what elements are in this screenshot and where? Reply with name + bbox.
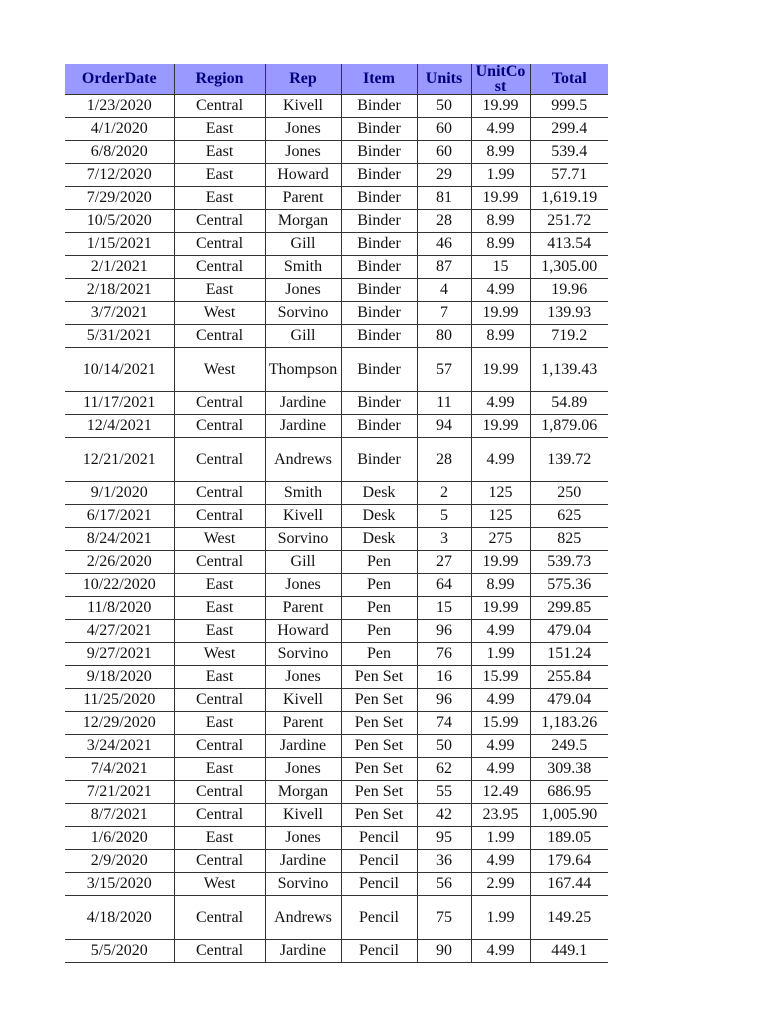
- table-row: [65, 896, 608, 940]
- cell-rep[interactable]: Jones: [265, 758, 341, 781]
- cell-rep[interactable]: Jones: [265, 118, 341, 141]
- cell-orderdate[interactable]: 2/18/2021: [65, 279, 174, 302]
- cell-total[interactable]: 413.54: [530, 233, 608, 256]
- column-header-unitcost[interactable]: UnitCost: [471, 64, 530, 95]
- cell-region[interactable]: East: [174, 574, 265, 597]
- cell-units[interactable]: 5: [417, 505, 471, 528]
- cell-unitcost[interactable]: 19.99: [471, 551, 530, 574]
- cell-unitcost[interactable]: 15: [471, 256, 530, 279]
- cell-item[interactable]: Desk: [341, 528, 417, 551]
- cell-units[interactable]: 75: [417, 896, 471, 940]
- cell-item[interactable]: Pen: [341, 620, 417, 643]
- cell-region[interactable]: Central: [174, 505, 265, 528]
- cell-region[interactable]: Central: [174, 689, 265, 712]
- cell-unitcost[interactable]: 4.99: [471, 279, 530, 302]
- cell-item[interactable]: Pen: [341, 574, 417, 597]
- cell-region[interactable]: West: [174, 528, 265, 551]
- cell-region[interactable]: Central: [174, 438, 265, 482]
- cell-units[interactable]: 15: [417, 597, 471, 620]
- cell-orderdate[interactable]: 11/25/2020: [65, 689, 174, 712]
- cell-rep[interactable]: Morgan: [265, 781, 341, 804]
- cell-unitcost[interactable]: 4.99: [471, 940, 530, 963]
- cell-item[interactable]: Pencil: [341, 827, 417, 850]
- cell-total[interactable]: 250: [530, 482, 608, 505]
- cell-units[interactable]: 7: [417, 302, 471, 325]
- table-row: [65, 735, 608, 758]
- cell-total[interactable]: 1,183.26: [530, 712, 608, 735]
- cell-orderdate[interactable]: 1/15/2021: [65, 233, 174, 256]
- cell-units[interactable]: 95: [417, 827, 471, 850]
- cell-item[interactable]: Pen Set: [341, 666, 417, 689]
- cell-orderdate[interactable]: 7/12/2020: [65, 164, 174, 187]
- cell-orderdate[interactable]: 2/1/2021: [65, 256, 174, 279]
- cell-total[interactable]: 249.5: [530, 735, 608, 758]
- cell-region[interactable]: Central: [174, 735, 265, 758]
- cell-orderdate[interactable]: 7/4/2021: [65, 758, 174, 781]
- cell-unitcost[interactable]: 1.99: [471, 164, 530, 187]
- cell-rep[interactable]: Andrews: [265, 896, 341, 940]
- cell-units[interactable]: 96: [417, 620, 471, 643]
- cell-units[interactable]: 11: [417, 392, 471, 415]
- cell-unitcost[interactable]: 125: [471, 482, 530, 505]
- cell-orderdate[interactable]: 4/1/2020: [65, 118, 174, 141]
- cell-orderdate[interactable]: 9/18/2020: [65, 666, 174, 689]
- cell-region[interactable]: Central: [174, 325, 265, 348]
- cell-units[interactable]: 55: [417, 781, 471, 804]
- cell-units[interactable]: 36: [417, 850, 471, 873]
- cell-item[interactable]: Pencil: [341, 896, 417, 940]
- cell-rep[interactable]: Sorvino: [265, 873, 341, 896]
- cell-item[interactable]: Binder: [341, 348, 417, 392]
- cell-region[interactable]: East: [174, 712, 265, 735]
- table-row: [65, 827, 608, 850]
- cell-item[interactable]: Binder: [341, 187, 417, 210]
- cell-region[interactable]: Central: [174, 781, 265, 804]
- cell-unitcost[interactable]: 8.99: [471, 325, 530, 348]
- cell-units[interactable]: 46: [417, 233, 471, 256]
- cell-orderdate[interactable]: 11/17/2021: [65, 392, 174, 415]
- table-row: [65, 279, 608, 302]
- cell-orderdate[interactable]: 10/22/2020: [65, 574, 174, 597]
- cell-units[interactable]: 74: [417, 712, 471, 735]
- cell-item[interactable]: Binder: [341, 438, 417, 482]
- cell-units[interactable]: 29: [417, 164, 471, 187]
- cell-item[interactable]: Pen Set: [341, 712, 417, 735]
- cell-item[interactable]: Pen: [341, 597, 417, 620]
- cell-units[interactable]: 27: [417, 551, 471, 574]
- cell-orderdate[interactable]: 12/21/2021: [65, 438, 174, 482]
- cell-units[interactable]: 28: [417, 438, 471, 482]
- cell-orderdate[interactable]: 7/29/2020: [65, 187, 174, 210]
- cell-orderdate[interactable]: 4/18/2020: [65, 896, 174, 940]
- cell-region[interactable]: Central: [174, 482, 265, 505]
- table-row: [65, 438, 608, 482]
- cell-item[interactable]: Binder: [341, 141, 417, 164]
- cell-unitcost[interactable]: 8.99: [471, 574, 530, 597]
- cell-rep[interactable]: Kivell: [265, 95, 341, 118]
- cell-orderdate[interactable]: 7/21/2021: [65, 781, 174, 804]
- table-row: [65, 574, 608, 597]
- cell-region[interactable]: Central: [174, 392, 265, 415]
- cell-total[interactable]: 255.84: [530, 666, 608, 689]
- cell-rep[interactable]: Jardine: [265, 392, 341, 415]
- cell-region[interactable]: Central: [174, 551, 265, 574]
- cell-region[interactable]: Central: [174, 940, 265, 963]
- cell-item[interactable]: Pen Set: [341, 689, 417, 712]
- cell-units[interactable]: 80: [417, 325, 471, 348]
- cell-rep[interactable]: Jones: [265, 574, 341, 597]
- cell-region[interactable]: East: [174, 164, 265, 187]
- column-header-item[interactable]: Item: [341, 64, 417, 95]
- cell-item[interactable]: Binder: [341, 118, 417, 141]
- cell-unitcost[interactable]: 1.99: [471, 643, 530, 666]
- cell-total[interactable]: 479.04: [530, 689, 608, 712]
- cell-region[interactable]: Central: [174, 95, 265, 118]
- column-header-orderdate[interactable]: OrderDate: [65, 64, 174, 95]
- table-row: [65, 505, 608, 528]
- cell-orderdate[interactable]: 6/17/2021: [65, 505, 174, 528]
- cell-region[interactable]: Central: [174, 210, 265, 233]
- cell-units[interactable]: 3: [417, 528, 471, 551]
- cell-rep[interactable]: Jones: [265, 827, 341, 850]
- table-row: [65, 712, 608, 735]
- cell-units[interactable]: 50: [417, 95, 471, 118]
- table-row: [65, 118, 608, 141]
- cell-rep[interactable]: Jones: [265, 666, 341, 689]
- cell-total[interactable]: 309.38: [530, 758, 608, 781]
- cell-total[interactable]: 167.44: [530, 873, 608, 896]
- table-row: [65, 141, 608, 164]
- cell-region[interactable]: Central: [174, 804, 265, 827]
- cell-unitcost[interactable]: 19.99: [471, 415, 530, 438]
- cell-unitcost[interactable]: 1.99: [471, 896, 530, 940]
- cell-region[interactable]: East: [174, 141, 265, 164]
- table-row: [65, 164, 608, 187]
- cell-total[interactable]: 251.72: [530, 210, 608, 233]
- cell-unitcost[interactable]: 275: [471, 528, 530, 551]
- table-row: [65, 666, 608, 689]
- column-header-rep[interactable]: Rep: [265, 64, 341, 95]
- cell-unitcost[interactable]: 4.99: [471, 758, 530, 781]
- cell-region[interactable]: East: [174, 620, 265, 643]
- cell-rep[interactable]: Kivell: [265, 804, 341, 827]
- cell-total[interactable]: 19.96: [530, 279, 608, 302]
- table-row: [65, 781, 608, 804]
- cell-units[interactable]: 56: [417, 873, 471, 896]
- cell-units[interactable]: 28: [417, 210, 471, 233]
- cell-orderdate[interactable]: 3/24/2021: [65, 735, 174, 758]
- cell-orderdate[interactable]: 10/14/2021: [65, 348, 174, 392]
- table-row: [65, 873, 608, 896]
- table-row: [65, 302, 608, 325]
- cell-unitcost[interactable]: 19.99: [471, 302, 530, 325]
- table-row: [65, 758, 608, 781]
- cell-units[interactable]: 4: [417, 279, 471, 302]
- cell-total[interactable]: 151.24: [530, 643, 608, 666]
- cell-orderdate[interactable]: 12/29/2020: [65, 712, 174, 735]
- cell-rep[interactable]: Howard: [265, 620, 341, 643]
- cell-unitcost[interactable]: 125: [471, 505, 530, 528]
- cell-item[interactable]: Binder: [341, 164, 417, 187]
- cell-unitcost[interactable]: 4.99: [471, 392, 530, 415]
- cell-rep[interactable]: Jardine: [265, 940, 341, 963]
- table-row: [65, 850, 608, 873]
- cell-total[interactable]: 539.4: [530, 141, 608, 164]
- cell-rep[interactable]: Thompson: [265, 348, 341, 392]
- table-row: [65, 597, 608, 620]
- cell-region[interactable]: West: [174, 873, 265, 896]
- cell-total[interactable]: 299.85: [530, 597, 608, 620]
- cell-item[interactable]: Binder: [341, 95, 417, 118]
- cell-orderdate[interactable]: 5/5/2020: [65, 940, 174, 963]
- column-header-region[interactable]: Region: [174, 64, 265, 95]
- cell-rep[interactable]: Sorvino: [265, 528, 341, 551]
- cell-total[interactable]: 719.2: [530, 325, 608, 348]
- cell-rep[interactable]: Gill: [265, 233, 341, 256]
- cell-unitcost[interactable]: 4.99: [471, 620, 530, 643]
- cell-units[interactable]: 64: [417, 574, 471, 597]
- cell-total[interactable]: 1,619.19: [530, 187, 608, 210]
- cell-units[interactable]: 90: [417, 940, 471, 963]
- cell-item[interactable]: Desk: [341, 505, 417, 528]
- orders-table: [65, 64, 608, 963]
- cell-item[interactable]: Binder: [341, 279, 417, 302]
- cell-orderdate[interactable]: 1/23/2020: [65, 95, 174, 118]
- table-row: [65, 95, 608, 118]
- cell-region[interactable]: East: [174, 118, 265, 141]
- table-row: [65, 804, 608, 827]
- cell-total[interactable]: 1,879.06: [530, 415, 608, 438]
- cell-region[interactable]: East: [174, 827, 265, 850]
- cell-units[interactable]: 57: [417, 348, 471, 392]
- cell-rep[interactable]: Parent: [265, 187, 341, 210]
- cell-unitcost[interactable]: 2.99: [471, 873, 530, 896]
- cell-orderdate[interactable]: 9/27/2021: [65, 643, 174, 666]
- cell-units[interactable]: 62: [417, 758, 471, 781]
- cell-unitcost[interactable]: 19.99: [471, 348, 530, 392]
- cell-unitcost[interactable]: 19.99: [471, 187, 530, 210]
- cell-total[interactable]: 149.25: [530, 896, 608, 940]
- table-row: [65, 415, 608, 438]
- cell-orderdate[interactable]: 3/15/2020: [65, 873, 174, 896]
- cell-total[interactable]: 1,005.90: [530, 804, 608, 827]
- cell-item[interactable]: Binder: [341, 210, 417, 233]
- cell-unitcost[interactable]: 19.99: [471, 95, 530, 118]
- cell-total[interactable]: 575.36: [530, 574, 608, 597]
- cell-region[interactable]: East: [174, 758, 265, 781]
- cell-rep[interactable]: Smith: [265, 256, 341, 279]
- table-row: [65, 620, 608, 643]
- cell-item[interactable]: Binder: [341, 325, 417, 348]
- cell-region[interactable]: East: [174, 279, 265, 302]
- cell-orderdate[interactable]: 6/8/2020: [65, 141, 174, 164]
- cell-units[interactable]: 87: [417, 256, 471, 279]
- cell-region[interactable]: East: [174, 187, 265, 210]
- cell-item[interactable]: Pen: [341, 643, 417, 666]
- cell-rep[interactable]: Morgan: [265, 210, 341, 233]
- cell-unitcost[interactable]: 8.99: [471, 233, 530, 256]
- cell-item[interactable]: Pencil: [341, 873, 417, 896]
- cell-orderdate[interactable]: 9/1/2020: [65, 482, 174, 505]
- cell-region[interactable]: Central: [174, 415, 265, 438]
- cell-rep[interactable]: Gill: [265, 325, 341, 348]
- table-row: [65, 256, 608, 279]
- table-row: [65, 233, 608, 256]
- cell-region[interactable]: Central: [174, 896, 265, 940]
- cell-unitcost[interactable]: 1.99: [471, 827, 530, 850]
- column-header-units[interactable]: Units: [417, 64, 471, 95]
- cell-region[interactable]: East: [174, 597, 265, 620]
- cell-total[interactable]: 539.73: [530, 551, 608, 574]
- spreadsheet-sheet: [65, 64, 608, 963]
- column-header-total[interactable]: Total: [530, 64, 608, 95]
- header-row: [65, 64, 608, 95]
- cell-orderdate[interactable]: 4/27/2021: [65, 620, 174, 643]
- cell-unitcost[interactable]: 15.99: [471, 666, 530, 689]
- cell-total[interactable]: 299.4: [530, 118, 608, 141]
- cell-unitcost[interactable]: 15.99: [471, 712, 530, 735]
- cell-rep[interactable]: Kivell: [265, 505, 341, 528]
- cell-total[interactable]: 825: [530, 528, 608, 551]
- cell-rep[interactable]: Sorvino: [265, 643, 341, 666]
- cell-orderdate[interactable]: 8/7/2021: [65, 804, 174, 827]
- cell-item[interactable]: Pen Set: [341, 758, 417, 781]
- cell-orderdate[interactable]: 8/24/2021: [65, 528, 174, 551]
- table-body: [65, 95, 608, 963]
- cell-item[interactable]: Pen Set: [341, 781, 417, 804]
- cell-rep[interactable]: Jones: [265, 279, 341, 302]
- cell-item[interactable]: Pen Set: [341, 735, 417, 758]
- cell-orderdate[interactable]: 1/6/2020: [65, 827, 174, 850]
- cell-region[interactable]: West: [174, 348, 265, 392]
- cell-orderdate[interactable]: 11/8/2020: [65, 597, 174, 620]
- cell-rep[interactable]: Sorvino: [265, 302, 341, 325]
- cell-units[interactable]: 16: [417, 666, 471, 689]
- cell-total[interactable]: 139.72: [530, 438, 608, 482]
- cell-unitcost[interactable]: 4.99: [471, 118, 530, 141]
- cell-item[interactable]: Binder: [341, 256, 417, 279]
- cell-item[interactable]: Binder: [341, 415, 417, 438]
- table-row: [65, 528, 608, 551]
- cell-region[interactable]: Central: [174, 850, 265, 873]
- cell-total[interactable]: 54.89: [530, 392, 608, 415]
- cell-total[interactable]: 189.05: [530, 827, 608, 850]
- cell-orderdate[interactable]: 10/5/2020: [65, 210, 174, 233]
- cell-units[interactable]: 50: [417, 735, 471, 758]
- cell-rep[interactable]: Jardine: [265, 415, 341, 438]
- cell-total[interactable]: 57.71: [530, 164, 608, 187]
- cell-region[interactable]: Central: [174, 233, 265, 256]
- cell-unitcost[interactable]: 4.99: [471, 689, 530, 712]
- cell-unitcost[interactable]: 4.99: [471, 735, 530, 758]
- cell-region[interactable]: Central: [174, 256, 265, 279]
- cell-total[interactable]: 139.93: [530, 302, 608, 325]
- table-row: [65, 187, 608, 210]
- cell-rep[interactable]: Parent: [265, 712, 341, 735]
- table-row: [65, 551, 608, 574]
- cell-rep[interactable]: Jardine: [265, 850, 341, 873]
- cell-region[interactable]: West: [174, 302, 265, 325]
- cell-units[interactable]: 76: [417, 643, 471, 666]
- cell-item[interactable]: Binder: [341, 233, 417, 256]
- cell-unitcost[interactable]: 19.99: [471, 597, 530, 620]
- cell-units[interactable]: 60: [417, 141, 471, 164]
- cell-unitcost[interactable]: 23.95: [471, 804, 530, 827]
- cell-orderdate[interactable]: 2/26/2020: [65, 551, 174, 574]
- table-row: [65, 392, 608, 415]
- cell-total[interactable]: 1,305.00: [530, 256, 608, 279]
- cell-orderdate[interactable]: 12/4/2021: [65, 415, 174, 438]
- cell-rep[interactable]: Jones: [265, 141, 341, 164]
- table-row: [65, 482, 608, 505]
- cell-units[interactable]: 81: [417, 187, 471, 210]
- cell-rep[interactable]: Kivell: [265, 689, 341, 712]
- cell-rep[interactable]: Gill: [265, 551, 341, 574]
- cell-region[interactable]: West: [174, 643, 265, 666]
- cell-unitcost[interactable]: 4.99: [471, 850, 530, 873]
- cell-orderdate[interactable]: 3/7/2021: [65, 302, 174, 325]
- cell-units[interactable]: 96: [417, 689, 471, 712]
- table-row: [65, 643, 608, 666]
- table-row: [65, 210, 608, 233]
- cell-units[interactable]: 60: [417, 118, 471, 141]
- cell-unitcost[interactable]: 4.99: [471, 438, 530, 482]
- cell-item[interactable]: Pencil: [341, 850, 417, 873]
- cell-rep[interactable]: Jardine: [265, 735, 341, 758]
- table-row: [65, 325, 608, 348]
- cell-rep[interactable]: Smith: [265, 482, 341, 505]
- cell-rep[interactable]: Howard: [265, 164, 341, 187]
- cell-item[interactable]: Desk: [341, 482, 417, 505]
- cell-item[interactable]: Pencil: [341, 940, 417, 963]
- cell-total[interactable]: 686.95: [530, 781, 608, 804]
- cell-rep[interactable]: Andrews: [265, 438, 341, 482]
- table-row: [65, 940, 608, 963]
- cell-orderdate[interactable]: 2/9/2020: [65, 850, 174, 873]
- table-row: [65, 689, 608, 712]
- cell-item[interactable]: Pen: [341, 551, 417, 574]
- cell-total[interactable]: 999.5: [530, 95, 608, 118]
- cell-unitcost[interactable]: 8.99: [471, 141, 530, 164]
- cell-region[interactable]: East: [174, 666, 265, 689]
- cell-total[interactable]: 625: [530, 505, 608, 528]
- cell-total[interactable]: 479.04: [530, 620, 608, 643]
- cell-total[interactable]: 1,139.43: [530, 348, 608, 392]
- cell-units[interactable]: 42: [417, 804, 471, 827]
- cell-total[interactable]: 179.64: [530, 850, 608, 873]
- table-row: [65, 348, 608, 392]
- cell-item[interactable]: Binder: [341, 302, 417, 325]
- cell-orderdate[interactable]: 5/31/2021: [65, 325, 174, 348]
- cell-total[interactable]: 449.1: [530, 940, 608, 963]
- cell-unitcost[interactable]: 8.99: [471, 210, 530, 233]
- cell-rep[interactable]: Parent: [265, 597, 341, 620]
- cell-units[interactable]: 2: [417, 482, 471, 505]
- cell-unitcost[interactable]: 12.49: [471, 781, 530, 804]
- cell-item[interactable]: Pen Set: [341, 804, 417, 827]
- cell-units[interactable]: 94: [417, 415, 471, 438]
- cell-item[interactable]: Binder: [341, 392, 417, 415]
